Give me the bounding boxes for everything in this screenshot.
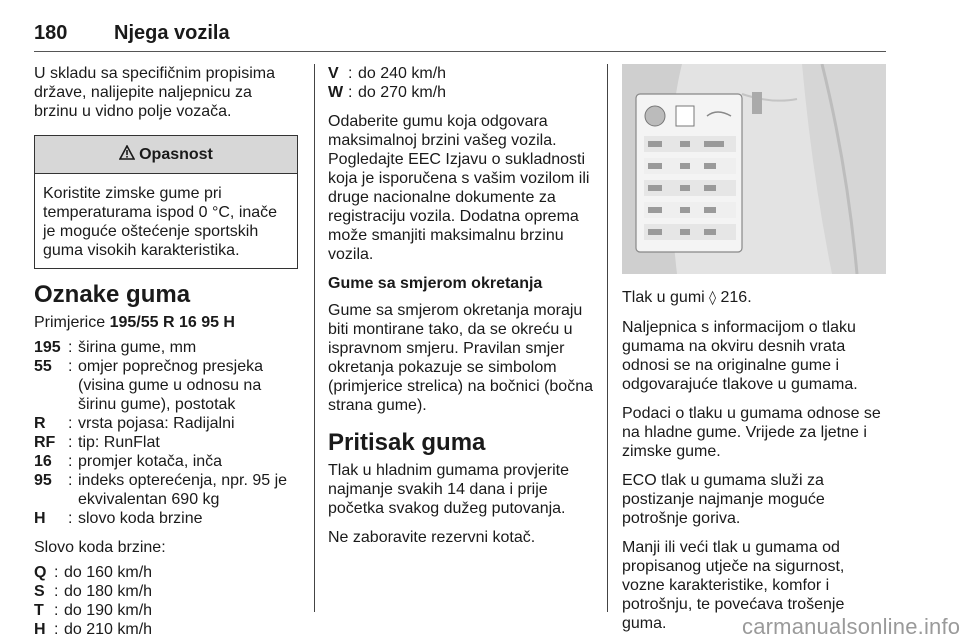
paragraph-eco-pressure: ECO tlak u gumama služi za postizanje najmanje moguće potrošnje goriva. (622, 472, 825, 527)
definition-separator: : (68, 472, 73, 489)
definition-value: promjer kotača, inča (78, 453, 223, 470)
definition-key: V (328, 65, 339, 82)
tire-code-definitions (34, 338, 298, 528)
column-divider (314, 64, 315, 612)
example-prefix: Primjerice (34, 314, 110, 331)
definition-value: indeks opterećenja, npr. 95 je ekvivalentan 690 kg (78, 472, 288, 508)
definition-value: omjer poprečnog presjeka (visina gume u odnosu na širinu gume), postotak (78, 358, 263, 413)
watermark: carmanualsonline.info (742, 614, 960, 639)
definition-separator: : (68, 415, 73, 432)
definition-separator: : (68, 339, 73, 356)
page-number: 180 (34, 22, 68, 44)
speed-code-list-continued (328, 64, 596, 102)
definition-key: Q (34, 564, 47, 581)
definition-row (34, 357, 298, 414)
definition-separator: : (68, 358, 73, 375)
definition-separator: : (54, 621, 59, 638)
paragraph-pressure-effects: Manji ili veći tlak u gumama od propisanog utječe na sigurnost, vozne karakteristike, komfor i potrošnju, te povećava trošenje guma. (622, 539, 845, 632)
definition-row (34, 414, 298, 433)
definition-value: do 160 km/h (64, 564, 153, 581)
definition-separator: : (68, 434, 73, 451)
definition-key: S (34, 583, 45, 600)
column-left (34, 64, 298, 642)
definition-value: do 210 km/h (64, 621, 153, 638)
definition-separator: : (54, 602, 59, 619)
definition-row (34, 563, 298, 582)
warning-header (35, 136, 297, 174)
definition-value: tip: RunFlat (78, 434, 160, 451)
definition-row (34, 509, 298, 528)
paragraph-max-speed: Odaberite gumu koja odgovara maksimalnoj brzini vašeg vozila. Pogledajte EEC Izjavu o sukladnosti koja je isporučena s vašim vozilom ili druge nacionalne dokumente za registraciju vozila. Dodatna oprema može smanjiti maksimalnu brzinu vozila. (328, 113, 590, 263)
definition-row (34, 338, 298, 357)
warning-text: Koristite zimske gume pri temperaturama ispod 0 °C, inače je moguće oštećenje sportskih guma visokih karakteristika. (43, 185, 278, 259)
section-title: Njega vozila (114, 22, 230, 44)
column-divider (607, 64, 608, 612)
definition-row (34, 601, 298, 620)
paragraph-cold-tires: Podaci o tlaku u gumama odnose se na hladne gume. Vrijede za ljetne i zimske gume. (622, 405, 881, 460)
column-right (622, 64, 886, 642)
definition-row (328, 64, 596, 83)
reference-page: 216. (716, 289, 752, 306)
paragraph-directional: Gume sa smjerom okretanja moraju biti montirane tako, da se okreću u ispravnom smjeru. Pravilan smjer okretanja pokazuje se simbolom (primjerice strelica) na bočnici (bočna strana gume). (328, 302, 593, 414)
column-middle (328, 64, 596, 557)
speed-code-list (34, 563, 298, 639)
definition-key: H (34, 510, 46, 527)
definition-row (34, 471, 298, 509)
warning-triangle-icon (119, 145, 135, 164)
reference-line (622, 288, 886, 308)
paragraph-check-pressure: Tlak u hladnim gumama provjerite najmanje svakih 14 dana i prije početka svakog dužeg putovanja. (328, 462, 569, 517)
page-header (34, 18, 886, 52)
heading-tire-pressure: Pritisak guma (328, 429, 486, 456)
definition-value: vrsta pojasa: Radijalni (78, 415, 235, 432)
warning-title: Opasnost (139, 146, 213, 163)
definition-key: 55 (34, 358, 52, 375)
definition-key: RF (34, 434, 56, 451)
paragraph-label-info: Naljepnica s informacijom o tlaku gumama na okviru desnih vrata odnosi se na originalne gume i odgovarajuće tlakove u gumama. (622, 319, 858, 393)
definition-row (34, 620, 298, 639)
definition-value: do 240 km/h (358, 65, 447, 82)
definition-row (328, 83, 596, 102)
page-reference-icon: ◊ (709, 290, 717, 306)
tire-pressure-label-illustration (622, 64, 886, 274)
definition-key: H (34, 621, 46, 638)
reference-text: Tlak u gumi (622, 289, 710, 306)
definition-key: T (34, 602, 44, 619)
speed-intro: Slovo koda brzine: (34, 539, 166, 556)
example-code: 195/55 R 16 95 H (109, 314, 235, 331)
definition-row (34, 452, 298, 471)
definition-row (34, 582, 298, 601)
definition-value: do 180 km/h (64, 583, 153, 600)
heading-tire-markings: Oznake guma (34, 281, 191, 308)
definition-key: R (34, 415, 46, 432)
definition-value: do 190 km/h (64, 602, 153, 619)
definition-key: 95 (34, 472, 52, 489)
definition-separator: : (54, 583, 59, 600)
definition-separator: : (68, 453, 73, 470)
example-line (34, 313, 298, 332)
warning-box (34, 135, 298, 269)
intro-paragraph: U skladu sa specifičnim propisima države, nalijepite naljepnicu za brzinu u vidno polje vozača. (34, 65, 275, 120)
definition-row (34, 433, 298, 452)
definition-separator: : (54, 564, 59, 581)
definition-value: slovo koda brzine (78, 510, 203, 527)
subheading-directional-tires: Gume sa smjerom okretanja (328, 275, 543, 292)
definition-key: 195 (34, 339, 61, 356)
definition-separator: : (348, 84, 353, 101)
definition-separator: : (348, 65, 353, 82)
definition-key: 16 (34, 453, 52, 470)
definition-value: širina gume, mm (78, 339, 197, 356)
definition-value: do 270 km/h (358, 84, 447, 101)
definition-separator: : (68, 510, 73, 527)
definition-key: W (328, 84, 344, 101)
paragraph-spare-wheel: Ne zaboravite rezervni kotač. (328, 529, 536, 546)
